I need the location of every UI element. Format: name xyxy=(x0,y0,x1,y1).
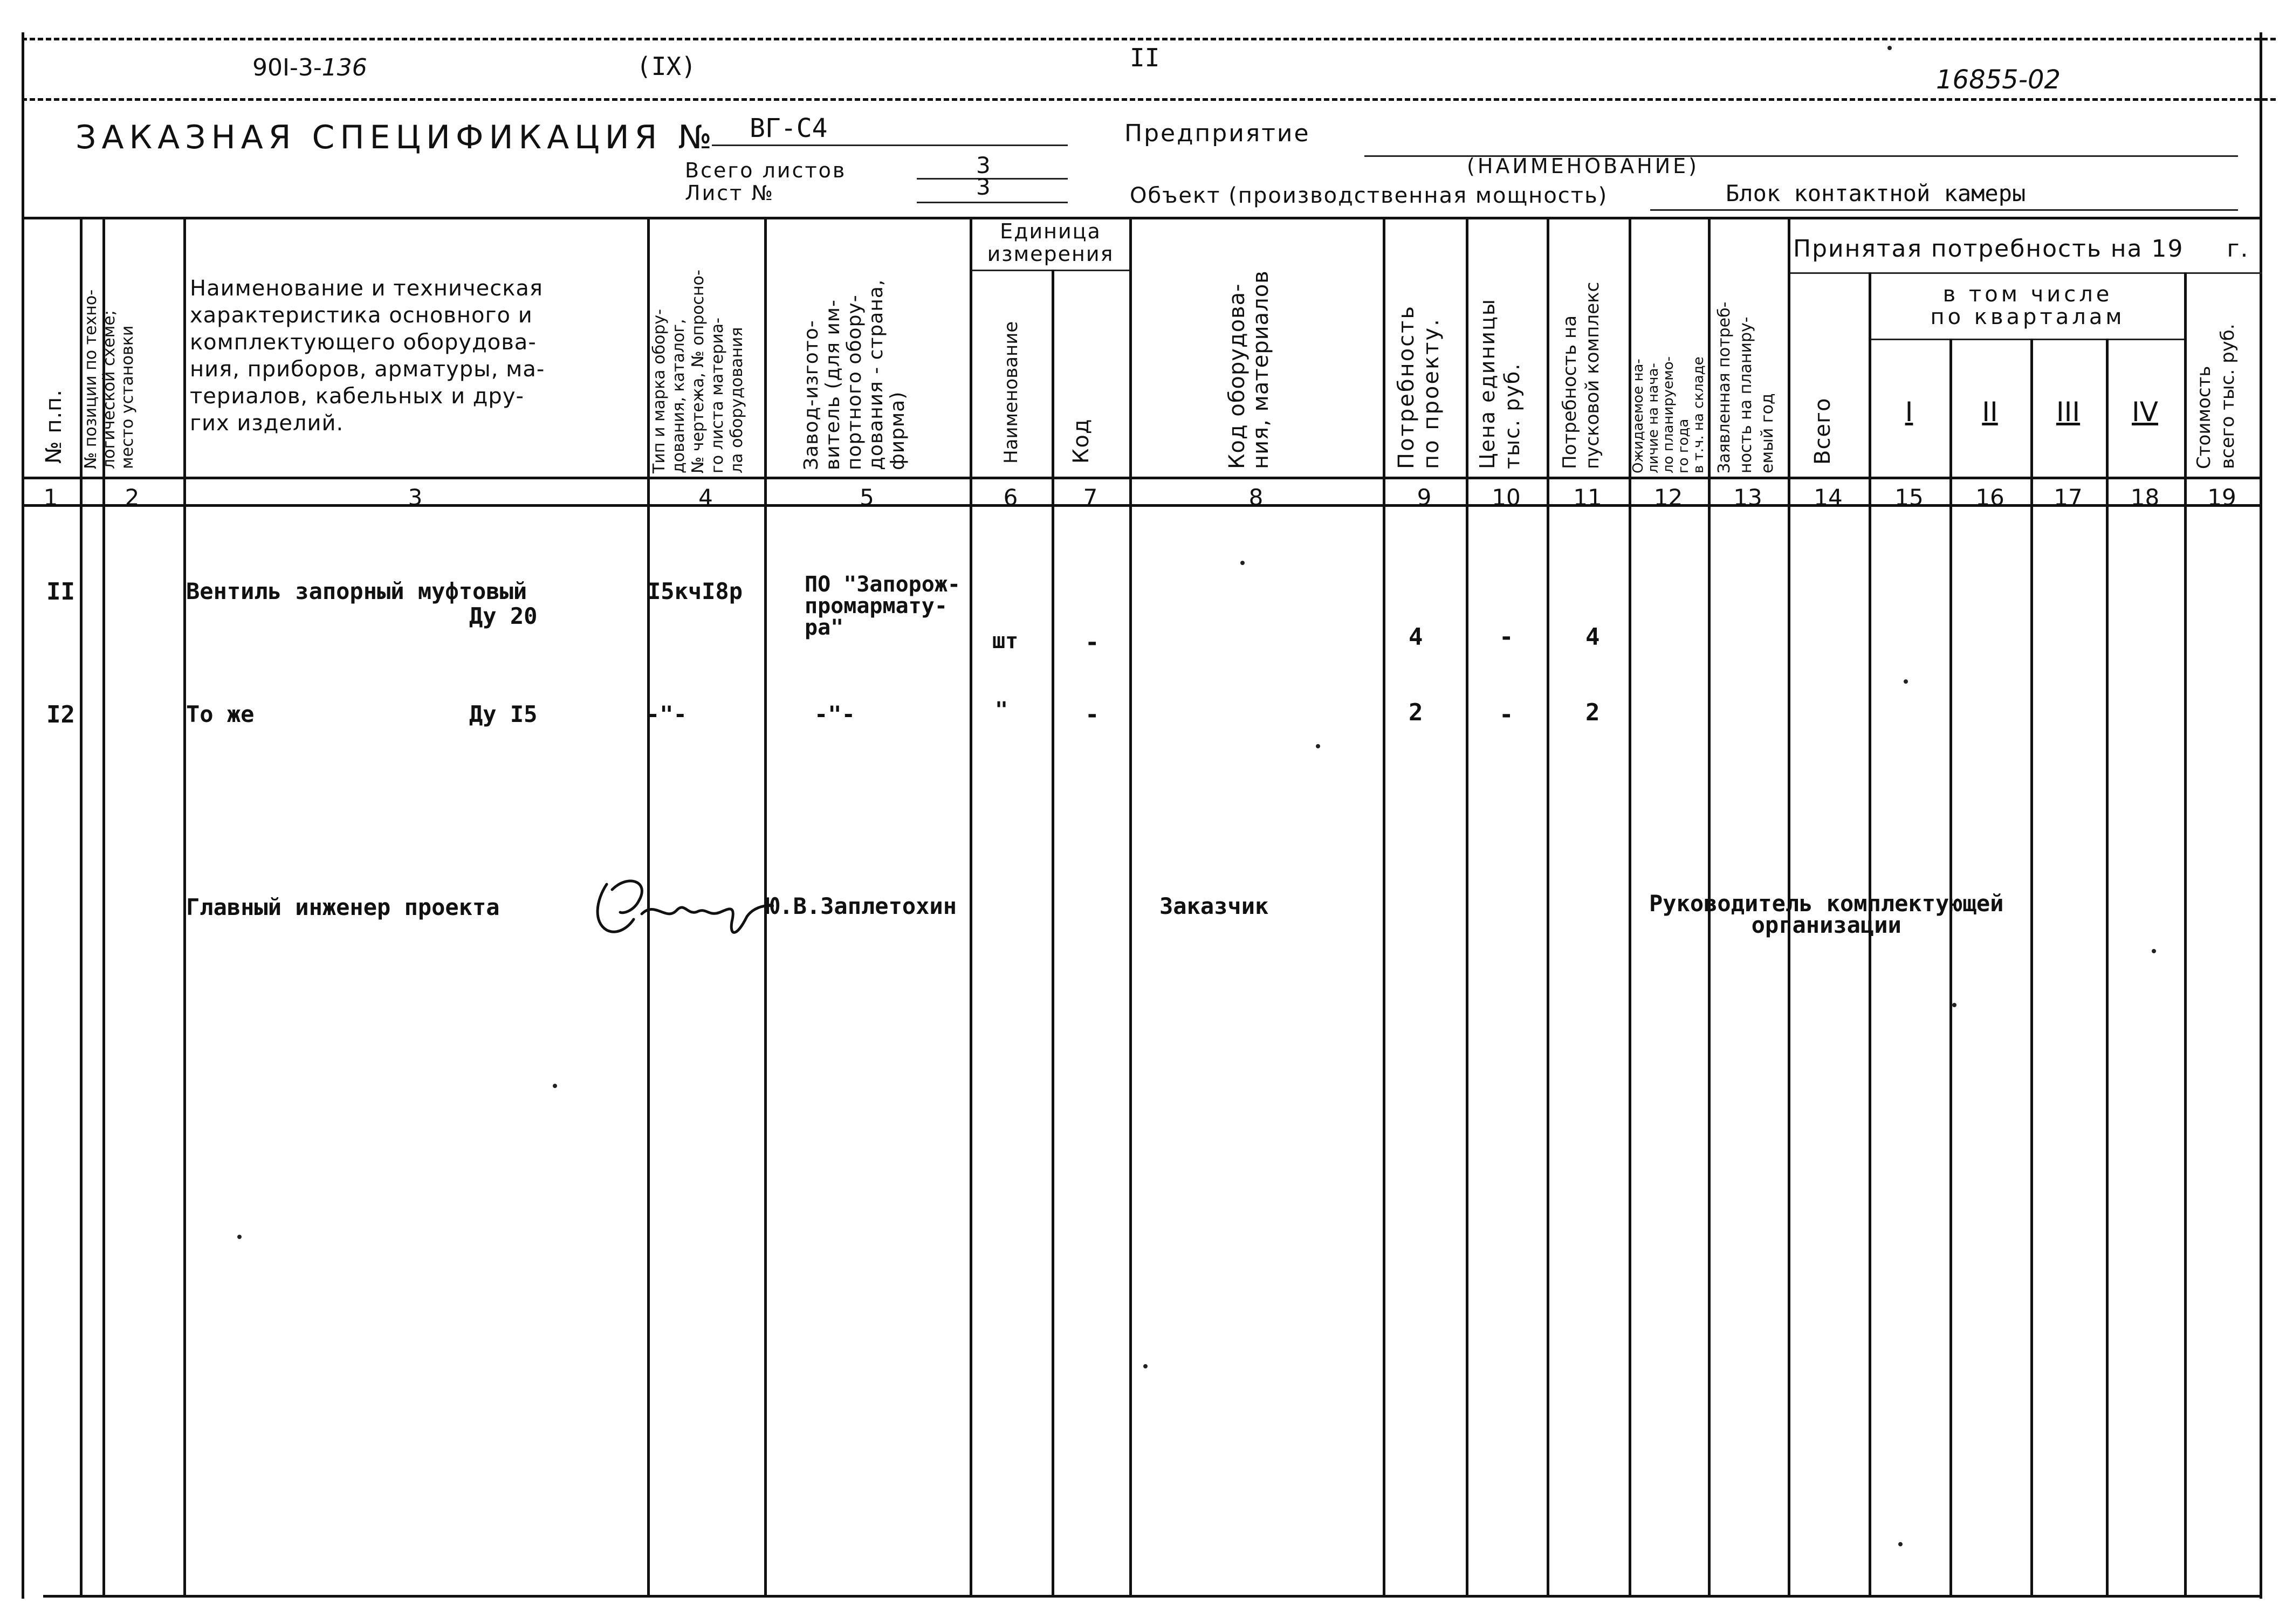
archive-number: 16855-02 xyxy=(1936,65,2061,95)
spec-number-underline xyxy=(712,144,1068,146)
item-unit-code: - xyxy=(1085,701,1100,728)
table-top-line xyxy=(22,217,2262,219)
col-header-12: Ожидаемое на- личие на нача- ло планируемо- го года в т.ч. на складе xyxy=(1630,356,1707,473)
colnum-3: 3 xyxy=(408,484,423,511)
col-line-16 xyxy=(1949,339,1952,1596)
quarter-4-header: IV xyxy=(2132,396,2158,428)
object-underline xyxy=(1650,209,2238,211)
page-number: II xyxy=(1130,43,1160,72)
header-dashed-line xyxy=(22,98,2276,101)
colnum-16: 16 xyxy=(1975,484,2004,511)
customer-label: Заказчик xyxy=(1159,893,1269,919)
row-number: I2 xyxy=(46,701,75,728)
roman-volume: (IX) xyxy=(636,52,696,81)
scan-speck xyxy=(1898,1542,1903,1546)
col-header-7: Код xyxy=(1069,418,1094,464)
item-type: -"- xyxy=(646,701,687,727)
scan-speck xyxy=(1143,1364,1148,1368)
item-need: 4 xyxy=(1409,623,1423,651)
item-name: То же xyxy=(186,701,255,727)
colnum-13: 13 xyxy=(1733,484,1762,511)
item-launch: 4 xyxy=(1585,623,1600,651)
col-header-6: Наименование xyxy=(1000,321,1022,464)
quarter-3-header: III xyxy=(2056,396,2081,428)
spec-number: ВГ-С4 xyxy=(750,113,828,143)
frame-left xyxy=(22,32,24,1599)
scan-speck xyxy=(2152,949,2156,953)
col-line-6 xyxy=(970,217,972,1596)
sheet-label: Лист № xyxy=(685,181,774,205)
colnum-7: 7 xyxy=(1083,484,1098,511)
sheet-number-value: 3 xyxy=(976,174,991,200)
handwritten-signature xyxy=(591,863,774,944)
chief-engineer-name: Ю.В.Заплетохин xyxy=(766,893,957,919)
item-maker: ПО "Запорож- промарматy- ра" xyxy=(805,572,960,640)
object-label: Объект (производственная мощность) xyxy=(1130,183,1608,208)
scan-speck xyxy=(237,1235,242,1239)
item-need: 2 xyxy=(1409,699,1423,726)
quarter-1-header: I xyxy=(1905,396,1913,428)
colnum-11: 11 xyxy=(1573,484,1602,511)
sheet-number-underline xyxy=(917,202,1068,203)
col-line-11 xyxy=(1547,217,1549,1596)
col-header-8: Код оборудова- ния, материалов xyxy=(1225,270,1273,469)
colnum-8: 8 xyxy=(1248,484,1264,511)
col-header-unit: Единица измерения xyxy=(987,219,1114,266)
item-launch: 2 xyxy=(1585,699,1600,726)
quarters-subheader-line xyxy=(1869,339,2184,340)
supplier-label: Руководитель комплектующей организации xyxy=(1649,890,2004,938)
item-maker: -"- xyxy=(814,701,855,727)
scan-speck xyxy=(1887,46,1892,50)
name-hint: (НАИМЕНОВАНИЕ) xyxy=(1467,154,1699,178)
col-header-1: № п.п. xyxy=(42,389,66,464)
colnum-17: 17 xyxy=(2054,484,2083,511)
col-line-10 xyxy=(1466,217,1468,1596)
item-size: Ду I5 xyxy=(469,701,538,727)
accepted-need-header: Принятая потребность на 19 г. xyxy=(1793,235,2249,263)
item-price: - xyxy=(1499,623,1514,651)
colnum-9: 9 xyxy=(1417,484,1432,511)
unit-subheader-line xyxy=(970,270,1129,271)
series-number: 90I-3- xyxy=(252,54,322,81)
col-line-9 xyxy=(1383,217,1385,1596)
table-header-bottom-line xyxy=(22,477,2262,479)
item-unit-code: - xyxy=(1085,629,1100,656)
colnum-14: 14 xyxy=(1814,484,1843,511)
col-header-3: Наименование и техническая характеристика основного и комплектующего оборудова- ния, приборов, арматуры, ма- териалов, кабельных и дру- гих изделий. xyxy=(190,276,545,436)
colnum-12: 12 xyxy=(1653,484,1683,511)
quarters-header: в том числе по кварталам xyxy=(1930,282,2125,329)
top-dashed-line xyxy=(22,38,2276,40)
colnum-1: 1 xyxy=(43,484,58,511)
frame-bottom xyxy=(43,1595,2262,1598)
scan-speck xyxy=(553,1084,557,1088)
col-line-18 xyxy=(2106,339,2109,1596)
col-header-13: Заявленная потреб- ность на планиру- емый год xyxy=(1715,301,1777,473)
row-number: II xyxy=(46,578,75,605)
col-header-19: Стоимость всего тыс. руб. xyxy=(2193,324,2239,469)
col-line-17 xyxy=(2030,339,2033,1596)
enterprise-label: Предприятие xyxy=(1124,120,1310,147)
col-header-9: Потребность по проекту. xyxy=(1394,304,1444,469)
col-header-5: Завод-изгото- витель (для им- портного обору- дования - страна, фирма) xyxy=(800,279,909,470)
spec-title: ЗАКАЗНАЯ СПЕЦИФИКАЦИЯ № xyxy=(75,119,717,156)
colnum-4: 4 xyxy=(698,484,713,511)
item-unit: " xyxy=(995,698,1008,722)
colnum-15: 15 xyxy=(1894,484,1924,511)
colnum-19: 19 xyxy=(2207,484,2236,511)
scan-speck xyxy=(1952,1003,1956,1007)
chief-engineer-label: Главный инженер проекта xyxy=(186,894,500,920)
colnum-5: 5 xyxy=(860,484,874,511)
object-value: Блок контактной камеры xyxy=(1726,180,2026,207)
item-price: - xyxy=(1499,701,1514,728)
colnum-10: 10 xyxy=(1492,484,1521,511)
col-header-11: Потребность на пусковой комплекс xyxy=(1559,281,1603,469)
item-size: Ду 20 xyxy=(469,603,538,629)
item-name: Вентиль запорный муфтовый xyxy=(186,578,527,604)
colnum-18: 18 xyxy=(2130,484,2160,511)
col-line-19 xyxy=(2184,272,2187,1596)
colnum-2: 2 xyxy=(125,484,140,511)
col-line-7 xyxy=(1052,270,1054,1596)
scan-speck xyxy=(1904,679,1908,684)
frame-right xyxy=(2260,32,2262,1599)
item-type: I5кчI8р xyxy=(647,578,743,604)
col-header-10: Цена единицы тыс. руб. xyxy=(1475,298,1524,469)
total-sheets-value: 3 xyxy=(976,152,991,178)
col-header-2: № позиции по техно- логической схеме; место установки xyxy=(81,289,137,469)
col-header-4: Тип и марка обору- дования, каталог, № чертежа, № опросно- го листа материа- ла оборудования xyxy=(650,270,746,473)
scan-speck xyxy=(1316,744,1320,748)
total-sheets-label: Всего листов xyxy=(685,159,847,182)
accepted-subheader-line xyxy=(1788,272,2262,274)
quarter-2-header: II xyxy=(1982,396,1998,428)
colnum-6: 6 xyxy=(1003,484,1018,511)
col-line-8 xyxy=(1129,217,1132,1596)
scan-speck xyxy=(1240,561,1245,565)
item-unit: шт xyxy=(992,629,1019,653)
series-code xyxy=(252,54,367,81)
series-hand: 136 xyxy=(321,54,367,81)
col-header-14: Всего xyxy=(1810,397,1835,465)
total-sheets-underline xyxy=(917,178,1068,180)
